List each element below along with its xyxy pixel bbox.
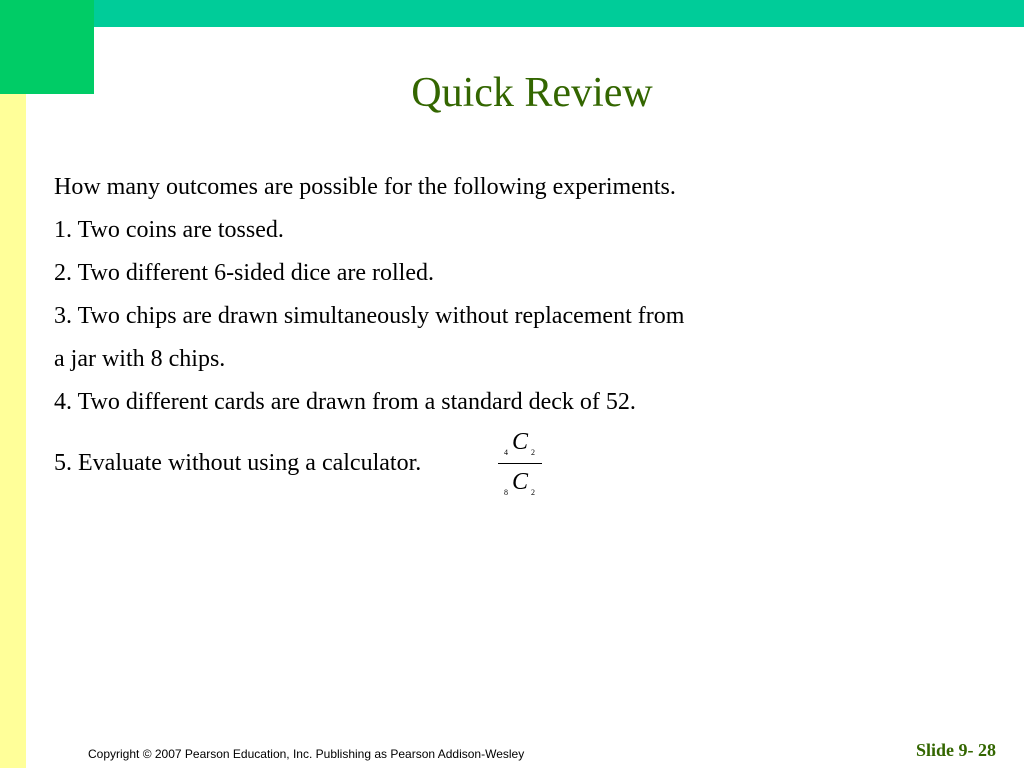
left-accent-bar xyxy=(0,94,26,768)
fraction-bar xyxy=(498,463,542,464)
numerator-prescript: 4 xyxy=(504,448,508,457)
denominator-symbol: C xyxy=(512,469,529,495)
body-line-intro: How many outcomes are possible for the following experiments. xyxy=(54,174,676,200)
slide-title: Quick Review xyxy=(411,70,653,116)
body-line-item-5: 5. Evaluate without using a calculator. xyxy=(54,450,422,476)
fraction-numerator xyxy=(498,428,542,458)
numerator-subscript: 2 xyxy=(531,448,535,457)
body-line-item-3-continued: a jar with 8 chips. xyxy=(54,346,226,372)
denominator-subscript: 2 xyxy=(531,488,535,497)
body-line-item-4: 4. Two different cards are drawn from a standard deck of 52. xyxy=(54,389,636,415)
numerator-symbol: C xyxy=(512,429,529,455)
combination-fraction xyxy=(498,428,542,504)
body-line-item-1: 1. Two coins are tossed. xyxy=(54,217,284,243)
denominator-prescript: 8 xyxy=(504,488,508,497)
footer-copyright: Copyright © 2007 Pearson Education, Inc. Publishing as Pearson Addison-Wesley xyxy=(88,747,525,761)
body-line-item-2: 2. Two different 6-sided dice are rolled. xyxy=(54,260,434,286)
slide-number: Slide 9- 28 xyxy=(915,740,996,760)
fraction-denominator xyxy=(498,468,542,498)
top-accent-bar xyxy=(0,0,1024,27)
body-line-item-3: 3. Two chips are drawn simultaneously without replacement from xyxy=(54,303,685,329)
